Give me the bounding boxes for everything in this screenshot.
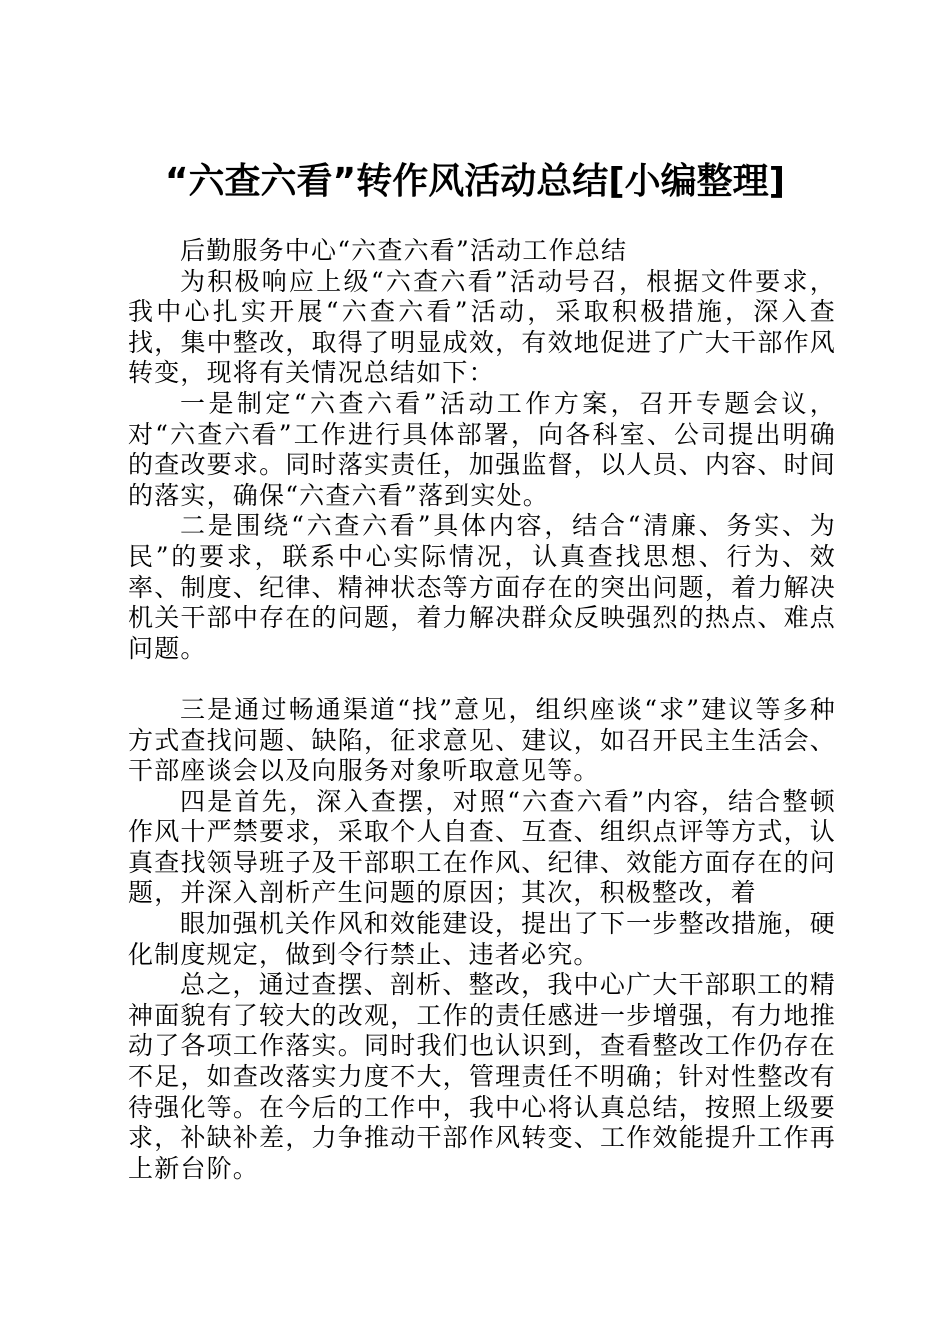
- paragraph-spacer: [128, 664, 836, 695]
- paragraph-point-four: 四是首先，深入查摆，对照“六查六看”内容，结合整顿作风十严禁要求，采取个人自查、互查、组织点评等方式，认真查找领导班子及干部职工在作风、纪律、效能方面存在的问题，并深入剖析产生问题的原因；其次，积极整改，着: [128, 786, 836, 908]
- paragraph-subtitle: 后勤服务中心“六查六看”活动工作总结: [180, 236, 628, 265]
- document-title: “六查六看”转作风活动总结[小编整理]: [164, 161, 786, 202]
- paragraph-point-three: 三是通过畅通渠道“找”意见，组织座谈“求”建议等多种方式查找问题、缺陷，征求意见、建议，如召开民主生活会、干部座谈会以及向服务对象听取意见等。: [128, 694, 836, 786]
- document-body: [128, 236, 836, 1184]
- paragraph-intro: 为积极响应上级“六查六看”活动号召，根据文件要求，我中心扎实开展“六查六看”活动，采取积极措施，深入查找，集中整改，取得了明显成效，有效地促进了广大干部作风转变，现将有关情况总结如下：: [128, 266, 836, 388]
- paragraph-point-four-continued: 眼加强机关作风和效能建设，提出了下一步整改措施，硬化制度规定，做到令行禁止、违者必究。: [128, 909, 836, 969]
- paragraph-conclusion: 总之，通过查摆、剖析、整改，我中心广大干部职工的精神面貌有了较大的改观，工作的责任感进一步增强，有力地推动了各项工作落实。同时我们也认识到，查看整改工作仍存在不足，如查改落实力度不大，管理责任不明确；针对性整改有待强化等。在今后的工作中，我中心将认真总结，按照上级要求，补缺补差，力争推动干部作风转变、工作效能提升工作再上新台阶。: [128, 970, 836, 1183]
- paragraph-point-two: 二是围绕“六查六看”具体内容，结合“清廉、务实、为民”的要求，联系中心实际情况，认真查找思想、行为、效率、制度、纪律、精神状态等方面存在的突出问题，着力解决机关干部中存在的问题，着力解决群众反映强烈的热点、难点问题。: [128, 511, 836, 663]
- paragraph-point-one: 一是制定“六查六看”活动工作方案，召开专题会议，对“六查六看”工作进行具体部署，向各科室、公司提出明确的查改要求。同时落实责任，加强监督，以人员、内容、时间的落实，确保“六查六看”落到实处。: [128, 388, 836, 510]
